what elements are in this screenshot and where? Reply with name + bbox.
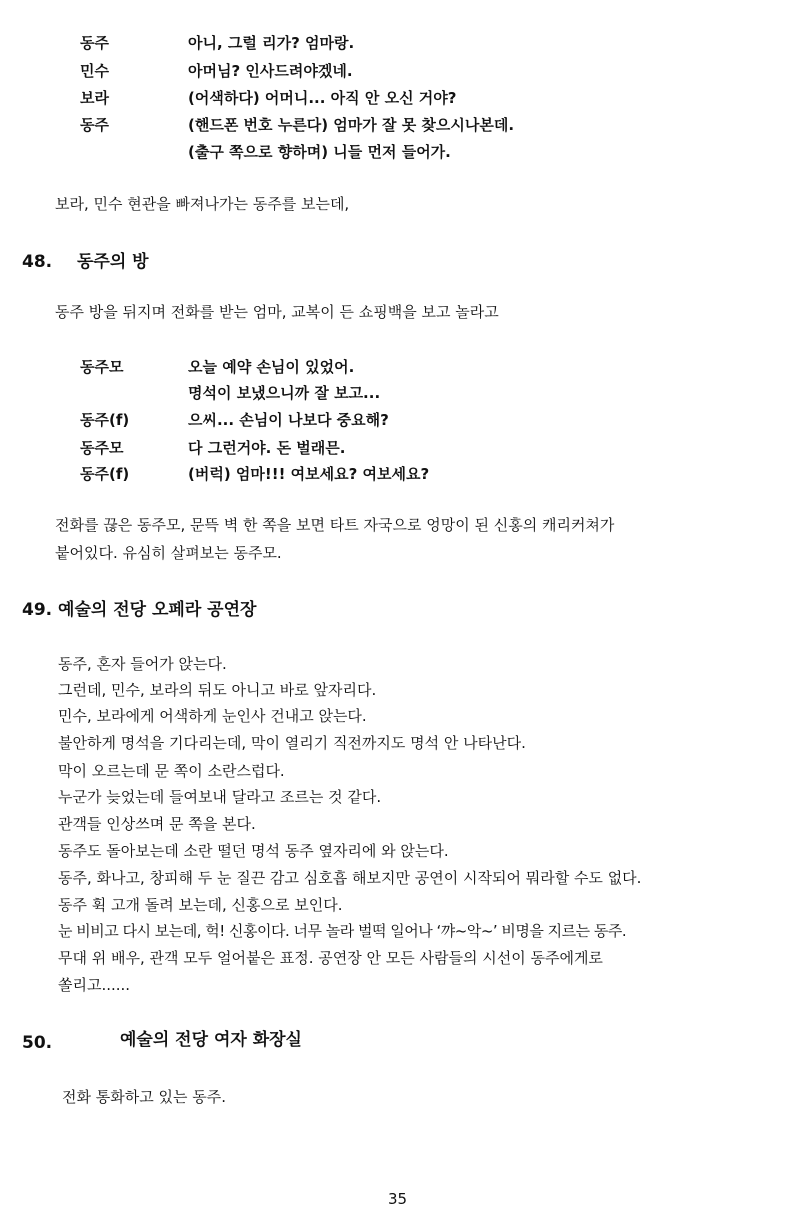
scene-heading: 49. 예술의 전당 오페라 공연장	[22, 600, 257, 620]
speaker: 동주모	[80, 439, 124, 457]
speaker: 민수	[80, 62, 109, 80]
dialogue-line: 오늘 예약 손님이 있었어.	[188, 358, 355, 376]
action-line: 전화를 끊은 동주모, 문뜩 벽 한 쪽을 보면 타트 자국으로 엉망이 된 신홍의 캐리커쳐가	[55, 516, 615, 534]
action-line: 보라, 민수 현관을 빠져나가는 동주를 보는데,	[55, 195, 350, 213]
action-line: 누군가 늦었는데 들여보내 달라고 조르는 것 같다.	[58, 788, 382, 806]
action-line: 관객들 인상쓰며 문 쪽을 본다.	[58, 815, 256, 833]
action-line: 그런데, 민수, 보라의 뒤도 아니고 바로 앞자리다.	[58, 681, 377, 699]
action-line: 동주도 돌아보는데 소란 떨던 명석 동주 옆자리에 와 앉는다.	[58, 842, 449, 860]
dialogue-line: 으씨... 손님이 나보다 중요해?	[188, 411, 389, 429]
action-line: 무대 위 배우, 관객 모두 얼어붙은 표정. 공연장 안 모든 사람들의 시선이 동주에게로	[58, 949, 603, 967]
dialogue-line: (어색하다) 어머니... 아직 안 오신 거야?	[188, 89, 457, 107]
dialogue-line: (출구 쪽으로 향하며) 니들 먼저 들어가.	[188, 143, 451, 161]
speaker: 보라	[80, 89, 109, 107]
scene-number: 48.	[22, 252, 53, 272]
action-line: 동주, 혼자 들어가 앉는다.	[58, 655, 227, 673]
action-line: 전화 통화하고 있는 동주.	[62, 1088, 226, 1106]
speaker: 동주(f)	[80, 411, 130, 429]
dialogue-line: (버럭) 엄마!!! 여보세요? 여보세요?	[188, 465, 430, 483]
action-line: 막이 오르는데 문 쪽이 소란스럽다.	[58, 762, 285, 780]
action-line: 동주 방을 뒤지며 전화를 받는 엄마, 교복이 든 쇼핑백을 보고 놀라고	[55, 303, 499, 321]
scene-title: 동주의 방	[77, 252, 149, 272]
speaker: 동주모	[80, 358, 124, 376]
dialogue-line: 다 그런거야. 돈 벌래믄.	[188, 439, 346, 457]
speaker: 동주(f)	[80, 465, 130, 483]
dialogue-line: (핸드폰 번호 누른다) 엄마가 잘 못 찾으시나본데.	[188, 116, 515, 134]
dialogue-line: 아니, 그럴 리가? 엄마랑.	[188, 34, 355, 52]
action-line: 동주 휙 고개 돌려 보는데, 신홍으로 보인다.	[58, 896, 343, 914]
action-line: 민수, 보라에게 어색하게 눈인사 건내고 앉는다.	[58, 707, 367, 725]
page-number: 35	[387, 1190, 408, 1208]
speaker: 동주	[80, 34, 109, 52]
action-line: 눈 비비고 다시 보는데, 헉! 신홍이다. 너무 놀라 벌떡 일어나 ‘꺄~악~’ 비명을 지르는 동주.	[58, 922, 627, 940]
action-line: 동주, 화나고, 창피해 두 눈 질끈 감고 심호흡 해보지만 공연이 시작되어 뭐라할 수도 없다.	[58, 869, 642, 887]
dialogue-line: 아머님? 인사드려야겠네.	[188, 62, 353, 80]
speaker: 동주	[80, 116, 109, 134]
action-line: 붙어있다. 유심히 살펴보는 동주모.	[55, 544, 282, 562]
scene-title: 예술의 전당 여자 화장실	[120, 1030, 302, 1050]
scene-number: 50.	[22, 1033, 53, 1053]
dialogue-line: 명석이 보냈으니까 잘 보고...	[188, 384, 381, 402]
action-line: 불안하게 명석을 기다리는데, 막이 열리기 직전까지도 명석 안 나타난다.	[58, 734, 526, 752]
action-line: 쏠리고......	[58, 976, 131, 994]
